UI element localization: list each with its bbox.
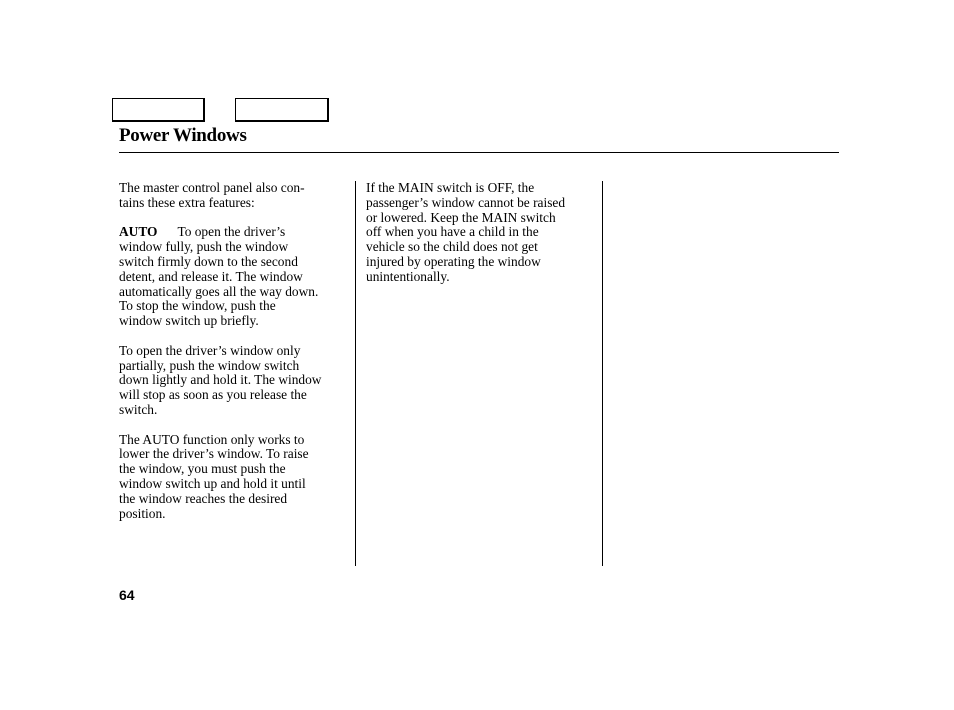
text-line: The AUTO function only works to [119,431,305,447]
nav-box-next[interactable] [235,98,329,122]
text-line: If the MAIN switch is OFF, the [366,180,535,195]
text-line: tains these extra features: [119,194,255,210]
text-line: off when you have a child in the [366,224,539,240]
text-line: partially, push the window switch [119,357,300,373]
partial-open-paragraph [119,344,347,418]
text-column-left [119,181,347,536]
text-line: position. [119,505,166,521]
auto-first-line: To open the driver’s [177,224,286,240]
text-line: window switch up briefly. [119,313,259,329]
nav-box-previous[interactable] [112,98,205,122]
text-line: unintentionally. [366,268,450,284]
text-line: the window, you must push the [119,461,286,477]
text-line: vehicle so the child does not get [366,239,538,255]
text-line: The master control panel also con- [119,180,305,195]
title-rule [119,152,839,153]
text-line: injured by operating the window [366,253,541,269]
auto-note-paragraph [119,433,347,522]
page-title: Power Windows [119,125,247,146]
text-line: lower the driver’s window. To raise [119,446,309,462]
text-line: down lightly and hold it. The window [119,372,322,388]
text-line: To open the driver’s window only [119,342,301,358]
text-line: window switch up and hold it until [119,475,306,491]
text-line: detent, and release it. The window [119,268,303,284]
intro-paragraph [119,181,347,211]
main-switch-paragraph [366,181,594,285]
auto-paragraph [119,225,347,329]
text-line: automatically goes all the way down. [119,283,319,299]
text-line: To stop the window, push the [119,298,276,314]
page-number: 64 [119,587,135,603]
column-divider [355,181,356,566]
text-line: switch. [119,401,158,417]
text-column-middle [366,181,594,299]
text-line: switch firmly down to the second [119,253,298,269]
text-line: passenger’s window cannot be raised [366,194,566,210]
text-line: will stop as soon as you release the [119,387,307,403]
column-divider [602,181,603,566]
text-line: or lowered. Keep the MAIN switch [366,209,556,225]
text-line [119,225,347,240]
auto-term: AUTO [119,224,158,240]
text-line: window fully, push the window [119,239,289,255]
text-line: the window reaches the desired [119,490,288,506]
